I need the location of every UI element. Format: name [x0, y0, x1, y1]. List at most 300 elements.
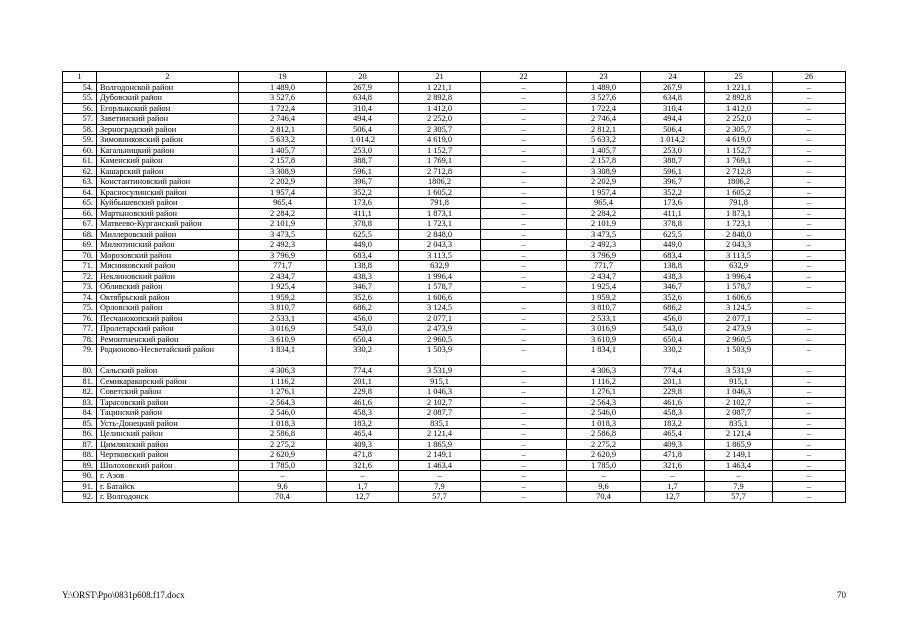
table-row	[63, 282, 846, 293]
value-cell: –	[481, 145, 567, 156]
value-cell: 438,3	[327, 271, 399, 282]
district-name-cell: Семикаракорский район	[97, 376, 239, 387]
value-cell: 3 473,5	[567, 229, 641, 240]
value-cell: 1 489,0	[239, 82, 327, 93]
value-cell: 183,2	[641, 418, 705, 429]
value-cell: 388,7	[641, 156, 705, 167]
table-row	[63, 471, 846, 482]
value-cell: 1 152,7	[399, 145, 481, 156]
value-cell: 1 785,0	[239, 460, 327, 471]
district-name-cell: г. Азов	[97, 471, 239, 482]
value-cell: 1,7	[327, 481, 399, 492]
value-cell: –	[773, 450, 846, 461]
value-cell: –	[773, 492, 846, 503]
district-name-cell: Целинский район	[97, 429, 239, 440]
value-cell: 2 157,8	[239, 156, 327, 167]
value-cell: –	[481, 376, 567, 387]
table-row	[63, 387, 846, 398]
value-cell: 1,7	[641, 481, 705, 492]
value-cell: 686,2	[327, 303, 399, 314]
value-cell: –	[773, 156, 846, 167]
value-cell: 458,3	[327, 408, 399, 419]
district-name-cell: Песчанокопский район	[97, 313, 239, 324]
row-number-cell: 55.	[63, 93, 97, 104]
value-cell: –	[773, 187, 846, 198]
value-cell: –	[481, 324, 567, 335]
value-cell: 1 873,1	[705, 208, 773, 219]
value-cell: 1 116,2	[567, 376, 641, 387]
value-cell: 2 812,1	[239, 124, 327, 135]
value-cell: 2 564,3	[567, 397, 641, 408]
value-cell: –	[705, 471, 773, 482]
value-cell: 915,1	[399, 376, 481, 387]
district-name-cell: Орловский район	[97, 303, 239, 314]
value-cell: 3 473,5	[239, 229, 327, 240]
value-cell: 1 463,4	[705, 460, 773, 471]
value-cell: –	[481, 103, 567, 114]
district-name-cell: Неклиновский район	[97, 271, 239, 282]
value-cell: 632,9	[705, 261, 773, 272]
row-number-cell: 71.	[63, 261, 97, 272]
value-cell: 683,4	[327, 250, 399, 261]
value-cell: 2 305,7	[399, 124, 481, 135]
value-cell: –	[481, 166, 567, 177]
table-row	[63, 156, 846, 167]
value-cell: 965,4	[567, 198, 641, 209]
district-name-cell: Обливский район	[97, 282, 239, 293]
value-cell: 2 149,1	[705, 450, 773, 461]
row-number-cell: 57.	[63, 114, 97, 125]
value-cell: –	[481, 397, 567, 408]
value-cell: 396,7	[641, 177, 705, 188]
value-cell: –	[481, 250, 567, 261]
value-cell: –	[773, 82, 846, 93]
value-cell: 138,8	[327, 261, 399, 272]
row-number-cell: 68.	[63, 229, 97, 240]
row-number-cell: 66.	[63, 208, 97, 219]
row-number-cell: 85.	[63, 418, 97, 429]
table-row	[63, 450, 846, 461]
value-cell: 2 202,9	[239, 177, 327, 188]
value-cell: 494,4	[641, 114, 705, 125]
value-cell: 1 503,9	[399, 345, 481, 366]
value-cell: 2 546,0	[239, 408, 327, 419]
value-cell: 352,2	[327, 187, 399, 198]
table-row	[63, 397, 846, 408]
value-cell: 396,7	[327, 177, 399, 188]
value-cell: 3 308,9	[239, 166, 327, 177]
value-cell: 2 275,2	[567, 439, 641, 450]
value-cell: –	[773, 324, 846, 335]
value-cell: 12,7	[327, 492, 399, 503]
row-number-cell: 81.	[63, 376, 97, 387]
table-row	[63, 261, 846, 272]
value-cell: 835,1	[399, 418, 481, 429]
value-cell: 5 633,2	[567, 135, 641, 146]
value-cell: 1 605,2	[399, 187, 481, 198]
value-cell: 1 276,1	[567, 387, 641, 398]
table-row	[63, 229, 846, 240]
value-cell: 835,1	[705, 418, 773, 429]
row-number-cell: 56.	[63, 103, 97, 114]
value-cell: –	[773, 103, 846, 114]
value-cell: 352,6	[641, 292, 705, 303]
value-cell: 2 473,9	[399, 324, 481, 335]
value-cell: 138,8	[641, 261, 705, 272]
value-cell: 3 610,9	[239, 334, 327, 345]
value-cell: 1 221,1	[705, 82, 773, 93]
value-cell: 2 586,8	[567, 429, 641, 440]
value-cell: 1 959,2	[239, 292, 327, 303]
value-cell: 3 796,9	[567, 250, 641, 261]
value-cell: 1 957,4	[239, 187, 327, 198]
value-cell: 1 722,4	[239, 103, 327, 114]
value-cell: –	[399, 471, 481, 482]
row-number-cell: 60.	[63, 145, 97, 156]
value-cell: 2 087,7	[705, 408, 773, 419]
value-cell: 1 723,1	[705, 219, 773, 230]
value-cell: 965,4	[239, 198, 327, 209]
value-cell: –	[481, 492, 567, 503]
value-cell: 1 834,1	[239, 345, 327, 366]
table-row	[63, 334, 846, 345]
value-cell: 346,7	[327, 282, 399, 293]
district-name-cell: Тацинский район	[97, 408, 239, 419]
value-cell: 2 533,1	[567, 313, 641, 324]
value-cell: 5 633,2	[239, 135, 327, 146]
value-cell: 2 043,3	[705, 240, 773, 251]
value-cell: 3 113,5	[399, 250, 481, 261]
column-number-cell: 24	[641, 72, 705, 83]
value-cell: 791,8	[399, 198, 481, 209]
value-cell: 173,6	[641, 198, 705, 209]
value-cell: 2 284,2	[239, 208, 327, 219]
value-cell: 456,0	[327, 313, 399, 324]
value-cell: 1 606,6	[705, 292, 773, 303]
value-cell: 321,6	[641, 460, 705, 471]
value-cell: –	[481, 82, 567, 93]
value-cell: 465,4	[641, 429, 705, 440]
value-cell: 1 959,2	[567, 292, 641, 303]
value-cell: –	[481, 418, 567, 429]
district-name-cell: Советский район	[97, 387, 239, 398]
value-cell: –	[773, 439, 846, 450]
district-name-cell: Кашарский район	[97, 166, 239, 177]
district-name-cell: г. Волгодонск	[97, 492, 239, 503]
value-cell: 3 124,5	[705, 303, 773, 314]
table-row	[63, 345, 846, 366]
value-cell: 1 834,1	[567, 345, 641, 366]
value-cell: 1 046,3	[399, 387, 481, 398]
value-cell: 771,7	[239, 261, 327, 272]
value-cell: 2 284,2	[567, 208, 641, 219]
table-row	[63, 408, 846, 419]
value-cell: 1 996,4	[399, 271, 481, 282]
value-cell: 1 405,7	[567, 145, 641, 156]
value-cell: 456,0	[641, 313, 705, 324]
column-number-cell: 23	[567, 72, 641, 83]
value-cell: 1806,2	[705, 177, 773, 188]
table-body	[63, 72, 846, 503]
row-number-cell: 69.	[63, 240, 97, 251]
row-number-cell: 61.	[63, 156, 97, 167]
value-cell: 2 202,9	[567, 177, 641, 188]
value-cell: 1 769,1	[399, 156, 481, 167]
value-cell: 1 925,4	[239, 282, 327, 293]
table-row	[63, 376, 846, 387]
value-cell: 267,9	[641, 82, 705, 93]
value-cell: 1 405,7	[239, 145, 327, 156]
table-row	[63, 93, 846, 104]
district-name-cell: Усть-Донецкий район	[97, 418, 239, 429]
value-cell: 625,5	[327, 229, 399, 240]
value-cell: 388,7	[327, 156, 399, 167]
value-cell: 1 996,4	[705, 271, 773, 282]
value-cell: –	[773, 429, 846, 440]
value-cell: 378,8	[327, 219, 399, 230]
column-number-cell: 1	[63, 72, 97, 83]
column-number-cell: 19	[239, 72, 327, 83]
value-cell: 1 116,2	[239, 376, 327, 387]
value-cell: 1 014,2	[327, 135, 399, 146]
value-cell: 2 473,9	[705, 324, 773, 335]
value-cell: 3 124,5	[399, 303, 481, 314]
table-row	[63, 208, 846, 219]
value-cell: 449,0	[641, 240, 705, 251]
value-cell: –	[773, 208, 846, 219]
district-name-cell: Октябрьский район	[97, 292, 239, 303]
value-cell: 2 043,3	[399, 240, 481, 251]
value-cell: 2 960,5	[399, 334, 481, 345]
value-cell: 229,8	[327, 387, 399, 398]
value-cell: 2 848,0	[399, 229, 481, 240]
value-cell: 1 578,7	[399, 282, 481, 293]
value-cell: 1 605,2	[705, 187, 773, 198]
document-file-path: Y:\ORST\Ppo\0831p608.f17.docx	[62, 590, 185, 600]
row-number-cell: 59.	[63, 135, 97, 146]
value-cell: 2 533,1	[239, 313, 327, 324]
district-name-cell: Кагальницкий район	[97, 145, 239, 156]
value-cell: 2 121,4	[705, 429, 773, 440]
value-cell: 346,7	[641, 282, 705, 293]
value-cell: 1 221,1	[399, 82, 481, 93]
value-cell: 310,4	[641, 103, 705, 114]
value-cell: 4 619,0	[399, 135, 481, 146]
value-cell	[481, 292, 567, 303]
value-cell: 378,8	[641, 219, 705, 230]
value-cell: 1 925,4	[567, 282, 641, 293]
value-cell: 173,6	[327, 198, 399, 209]
row-number-cell: 91.	[63, 481, 97, 492]
column-number-cell: 25	[705, 72, 773, 83]
table-row	[63, 481, 846, 492]
value-cell: 3 531,9	[399, 366, 481, 377]
row-number-cell: 72.	[63, 271, 97, 282]
value-cell: –	[481, 460, 567, 471]
value-cell: 1 769,1	[705, 156, 773, 167]
value-cell: 2 746,4	[567, 114, 641, 125]
value-cell: 1 503,9	[705, 345, 773, 366]
value-cell: 352,2	[641, 187, 705, 198]
row-number-cell: 62.	[63, 166, 97, 177]
value-cell: 411,1	[641, 208, 705, 219]
value-cell	[773, 292, 846, 303]
value-cell: 1 046,3	[705, 387, 773, 398]
value-cell: 461,6	[327, 397, 399, 408]
value-cell: 267,9	[327, 82, 399, 93]
district-name-cell: Морозовский район	[97, 250, 239, 261]
value-cell: –	[773, 282, 846, 293]
value-cell: 409,3	[327, 439, 399, 450]
table-row	[63, 198, 846, 209]
value-cell: 2 586,8	[239, 429, 327, 440]
value-cell: –	[773, 418, 846, 429]
value-cell: 70,4	[239, 492, 327, 503]
table-row	[63, 292, 846, 303]
value-cell: –	[773, 460, 846, 471]
value-cell: –	[481, 135, 567, 146]
district-name-cell: Зимовниковский район	[97, 135, 239, 146]
district-name-cell: Зерноградский район	[97, 124, 239, 135]
column-number-cell: 26	[773, 72, 846, 83]
value-cell: 2 620,9	[239, 450, 327, 461]
district-name-cell: Егорлыкский район	[97, 103, 239, 114]
value-cell: 2 157,8	[567, 156, 641, 167]
table-row	[63, 271, 846, 282]
value-cell: –	[481, 471, 567, 482]
value-cell: 2 892,8	[705, 93, 773, 104]
value-cell: –	[773, 271, 846, 282]
table-row	[63, 219, 846, 230]
value-cell: 3 531,9	[705, 366, 773, 377]
value-cell: 458,3	[641, 408, 705, 419]
district-name-cell: Сальский район	[97, 366, 239, 377]
value-cell: –	[773, 261, 846, 272]
value-cell: 596,1	[641, 166, 705, 177]
row-number-cell: 77.	[63, 324, 97, 335]
value-cell: 1 412,0	[399, 103, 481, 114]
value-cell: 310,4	[327, 103, 399, 114]
value-cell: –	[773, 229, 846, 240]
value-cell: –	[481, 429, 567, 440]
table-row	[63, 418, 846, 429]
value-cell: 2 434,7	[567, 271, 641, 282]
value-cell: –	[239, 471, 327, 482]
value-cell: 771,7	[567, 261, 641, 272]
value-cell: –	[773, 145, 846, 156]
value-cell: –	[773, 345, 846, 366]
value-cell: 2 712,8	[705, 166, 773, 177]
value-cell: –	[481, 303, 567, 314]
value-cell: 1 489,0	[567, 82, 641, 93]
value-cell: 471,8	[327, 450, 399, 461]
value-cell: 3 113,5	[705, 250, 773, 261]
value-cell: 543,0	[641, 324, 705, 335]
value-cell: 449,0	[327, 240, 399, 251]
value-cell: 1 018,3	[567, 418, 641, 429]
value-cell: 253,0	[327, 145, 399, 156]
value-cell: 632,9	[399, 261, 481, 272]
row-number-cell: 89.	[63, 460, 97, 471]
value-cell: 1 412,0	[705, 103, 773, 114]
value-cell: 634,8	[327, 93, 399, 104]
value-cell: 2 275,2	[239, 439, 327, 450]
value-cell: –	[773, 219, 846, 230]
value-cell: 1 018,3	[239, 418, 327, 429]
value-cell: –	[773, 93, 846, 104]
district-name-cell: Дубовский район	[97, 93, 239, 104]
value-cell: 1 578,7	[705, 282, 773, 293]
value-cell: 2 252,0	[399, 114, 481, 125]
value-cell: 201,1	[641, 376, 705, 387]
value-cell: –	[773, 481, 846, 492]
table-row	[63, 82, 846, 93]
table-row	[63, 303, 846, 314]
value-cell: 409,3	[641, 439, 705, 450]
table-row	[63, 429, 846, 440]
value-cell: –	[481, 387, 567, 398]
value-cell: 2 434,7	[239, 271, 327, 282]
value-cell: 2 712,8	[399, 166, 481, 177]
table-row	[63, 439, 846, 450]
value-cell: 1 723,1	[399, 219, 481, 230]
value-cell: –	[773, 114, 846, 125]
value-cell: 2 812,1	[567, 124, 641, 135]
value-cell: 2 087,7	[399, 408, 481, 419]
value-cell: –	[641, 471, 705, 482]
row-number-cell: 90.	[63, 471, 97, 482]
value-cell: 57,7	[705, 492, 773, 503]
value-cell: 1 785,0	[567, 460, 641, 471]
district-name-cell: Заветинский район	[97, 114, 239, 125]
value-cell: 3 810,7	[239, 303, 327, 314]
row-number-cell: 64.	[63, 187, 97, 198]
row-number-cell: 54.	[63, 82, 97, 93]
value-cell: 2 848,0	[705, 229, 773, 240]
table-row	[63, 114, 846, 125]
district-name-cell: Волгодонской район	[97, 82, 239, 93]
table-row	[63, 145, 846, 156]
value-cell: 3 016,9	[567, 324, 641, 335]
value-cell: 3 308,9	[567, 166, 641, 177]
value-cell: 7,9	[705, 481, 773, 492]
district-name-cell: Каменский район	[97, 156, 239, 167]
value-cell: –	[481, 334, 567, 345]
value-cell: –	[773, 366, 846, 377]
district-name-cell: Чертковский район	[97, 450, 239, 461]
table-row	[63, 166, 846, 177]
value-cell: –	[481, 114, 567, 125]
value-cell: 506,4	[641, 124, 705, 135]
value-cell: 7,9	[399, 481, 481, 492]
value-cell: –	[567, 471, 641, 482]
value-cell: –	[481, 439, 567, 450]
value-cell: 686,2	[641, 303, 705, 314]
district-name-cell: г. Батайск	[97, 481, 239, 492]
district-name-cell: Матвеево-Курганский район	[97, 219, 239, 230]
value-cell: –	[773, 166, 846, 177]
district-name-cell: Цимлянский район	[97, 439, 239, 450]
row-number-cell: 78.	[63, 334, 97, 345]
value-cell: 438,3	[641, 271, 705, 282]
page-number: 70	[837, 590, 846, 600]
row-number-cell: 65.	[63, 198, 97, 209]
row-number-cell: 86.	[63, 429, 97, 440]
value-cell: 70,4	[567, 492, 641, 503]
table-row	[63, 492, 846, 503]
value-cell: 2 305,7	[705, 124, 773, 135]
district-name-cell: Куйбышевский район	[97, 198, 239, 209]
